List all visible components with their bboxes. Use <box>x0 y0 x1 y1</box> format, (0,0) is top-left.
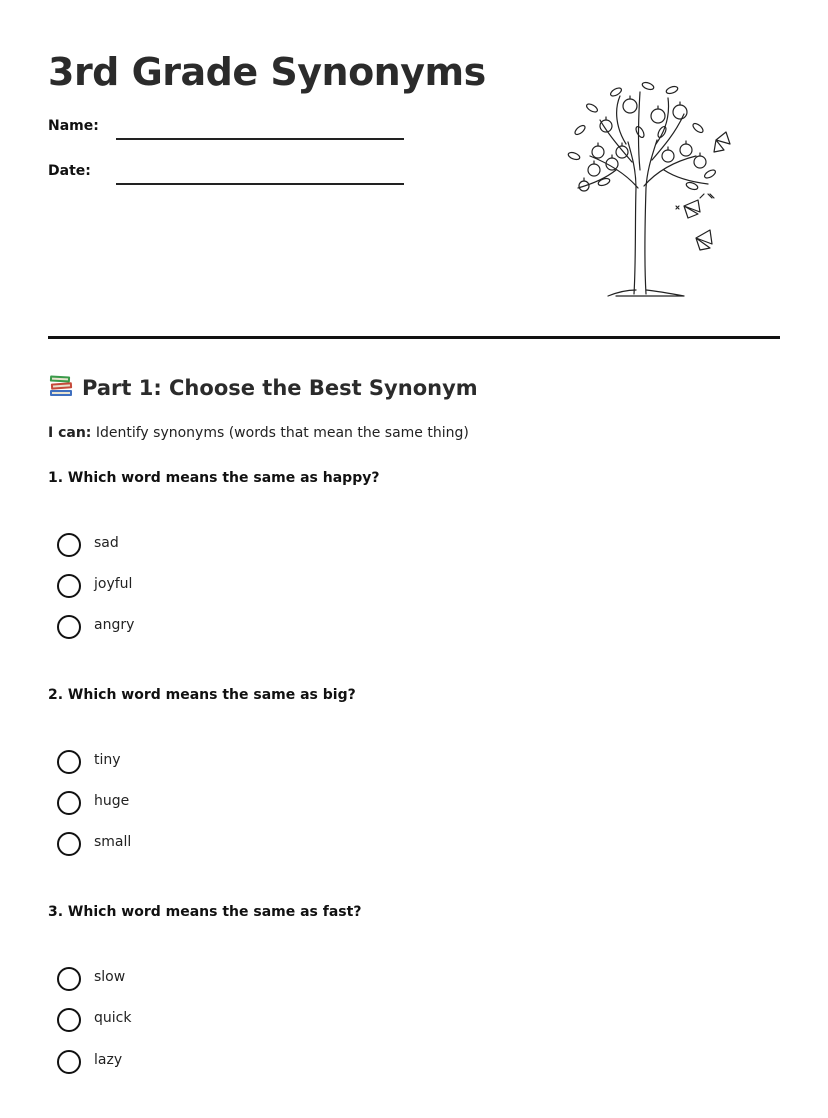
option-label: quick <box>94 1010 132 1026</box>
option-label: lazy <box>94 1052 123 1068</box>
question-2: 2. Which word means the same as big? <box>48 687 356 703</box>
question-3-option-lazy[interactable] <box>57 1050 357 1076</box>
question-2-option-huge[interactable] <box>57 791 357 817</box>
date-field[interactable] <box>48 163 408 187</box>
section-divider <box>48 336 780 339</box>
date-line[interactable] <box>116 183 404 185</box>
date-label: Date: <box>48 163 91 179</box>
radio-button[interactable] <box>57 1050 81 1074</box>
option-label: small <box>94 834 132 850</box>
question-1: 1. Which word means the same as happy? <box>48 470 380 486</box>
part1-heading <box>48 372 478 404</box>
option-label: angry <box>94 617 135 633</box>
question-3-option-quick[interactable] <box>57 1008 357 1034</box>
learning-goal <box>48 425 469 441</box>
question-1-option-angry[interactable] <box>57 615 357 641</box>
books-icon <box>48 373 74 399</box>
part1-heading-text: Part 1: Choose the Best Synonym <box>82 376 478 400</box>
name-line[interactable] <box>116 138 404 140</box>
apple-tree-illustration <box>556 70 740 302</box>
name-label: Name: <box>48 118 99 134</box>
question-3: 3. Which word means the same as fast? <box>48 904 362 920</box>
radio-button[interactable] <box>57 1008 81 1032</box>
radio-button[interactable] <box>57 967 81 991</box>
radio-button[interactable] <box>57 533 81 557</box>
option-label: joyful <box>94 576 133 592</box>
worksheet-title: 3rd Grade Synonyms <box>48 50 486 94</box>
radio-button[interactable] <box>57 574 81 598</box>
radio-button[interactable] <box>57 750 81 774</box>
question-2-option-small[interactable] <box>57 832 357 858</box>
radio-button[interactable] <box>57 832 81 856</box>
option-label: sad <box>94 535 119 551</box>
option-label: slow <box>94 969 126 985</box>
ican-text: Identify synonyms (words that mean the same thing) <box>91 425 469 441</box>
name-field[interactable] <box>48 118 408 142</box>
option-label: tiny <box>94 752 121 768</box>
question-3-option-slow[interactable] <box>57 967 357 993</box>
ican-label: I can: <box>48 425 92 441</box>
question-2-option-tiny[interactable] <box>57 750 357 776</box>
radio-button[interactable] <box>57 615 81 639</box>
question-1-option-sad[interactable] <box>57 533 357 559</box>
radio-button[interactable] <box>57 791 81 815</box>
option-label: huge <box>94 793 130 809</box>
question-1-option-joyful[interactable] <box>57 574 357 600</box>
